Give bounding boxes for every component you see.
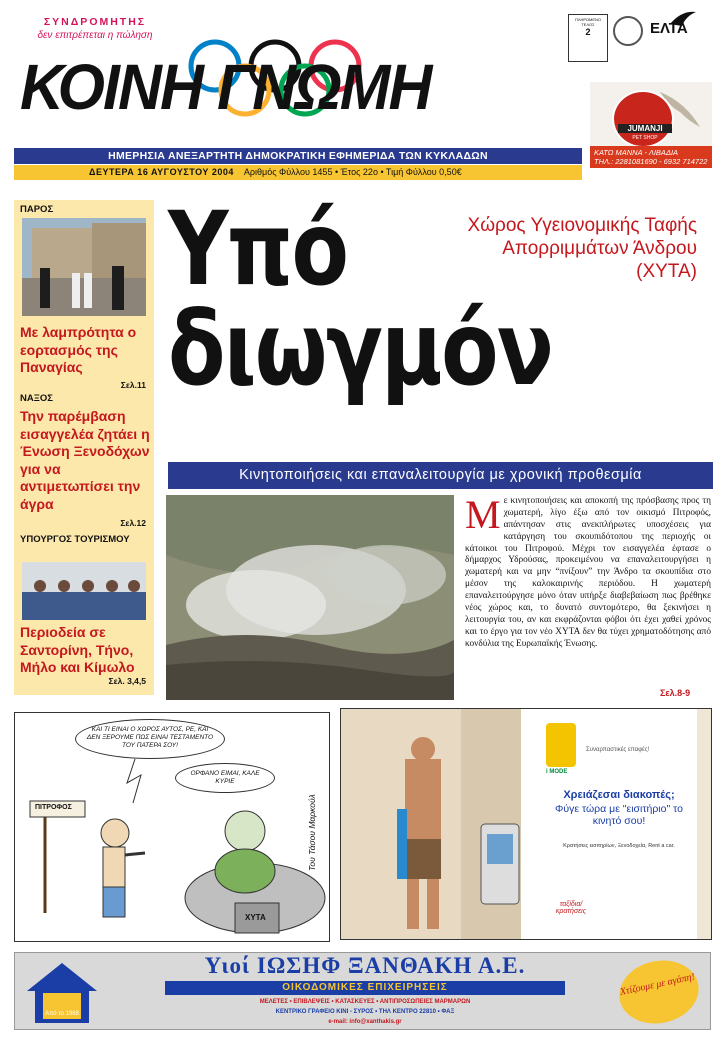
tourism-label: ΥΠΟΥΡΓΟΣ ΤΟΥΡΙΣΜΟΥ	[20, 534, 130, 545]
main-article-body	[465, 492, 711, 651]
newspaper-title: ΚΟΙΝΗ ΓΝΩΜΗ	[20, 51, 431, 123]
jumanji-contact	[590, 146, 712, 168]
ad-stamp: ταξίδια/ κρατήσεις	[555, 901, 587, 915]
tourism-headline[interactable]: Περιοδεία σε Σαντορίνη, Τήνο, Μήλο και Κίμωλο	[20, 624, 135, 675]
naxos-page-ref[interactable]: Σελ.12	[120, 518, 146, 528]
cartoon-bin-label: ΧΥΤΑ	[245, 913, 266, 922]
paros-page-ref[interactable]: Σελ.11	[120, 380, 146, 390]
article-text: ε κινητοποιήσεις και αποκοπή της πρόσβασης προς τη χωματερή, λίγο έξω από τον οικισμό Πιτροφός, απάντησαν στις ανεκπλήρωτες υποσχέσεις για κατάργηση του σκουπιδότοπου της περιοχής οι κάτοικοι του Πιτροφού. Μέχρι τον εισαγγελέα έφτασε ο δήμαρχος Υδρούσας, προκειμένου να επαναλειτουργήσει η χωματερή και να μην “πνίξουν” την Άνδρο τα σκουπίδια στο μέσον της καλοκαιρινής περιόδου. Η χωματερή επαναλειτούργησε μόνο όταν υπήρξε διαβεβαίωση πως βρέθηκε νέος χώρος και, το δυνατό συντομότερο, θα ξεκινήσει η λειτουργία του, αν και εκφράζονται φόβοι ότι έχει χαθεί χρόνος και το έργο για τον νέο ΧΥΤΑ δεν θα τύχει χρηματοδότησης από κονδύλια της Ευρωπαϊκής Ένωσης.	[465, 496, 711, 649]
paros-headline[interactable]: Με λαμπρότητα ο εορτασμός της Παναγίας	[20, 324, 137, 375]
xanthakis-construction-ad[interactable]	[14, 952, 711, 1030]
jumanji-sub: PET SHOP	[632, 135, 658, 141]
postage-label: ΠΛΗΡΩΜΕΝΟ ΤΕΛΟΣ	[574, 17, 602, 27]
tagline-bar: ΗΜΕΡΗΣΙΑ ΑΝΕΞΑΡΤΗΤΗ ΔΗΜΟΚΡΑΤΙΚΗ ΕΦΗΜΕΡΙΔΑ ΤΩΝ ΚΥΚΛΑΔΩΝ	[14, 148, 582, 164]
jumanji-name: JUMANJI	[618, 124, 672, 133]
company-services: ΜΕΛΕΤΕΣ • ΕΠΙΒΛΕΨΕΙΣ • ΚΑΤΑΣΚΕΥΕΣ • ΑΝΤΙΠΡΟΣΩΠΕΙΕΣ ΜΑΡΜΑΡΩΝ	[259, 999, 471, 1005]
company-address: ΚΕΝΤΡΙΚΟ ΓΡΑΦΕΙΟ ΚΙΝΙ - ΣΥΡΟΣ • ΤΗΛ ΚΕΝΤΡΟ 22810 • ΦΑΞ	[275, 1009, 455, 1015]
tourism-page-ref[interactable]: Σελ. 3,4,5	[108, 676, 146, 686]
subscriber-notice	[20, 16, 170, 41]
cartoon-credit: Του Τάσου Μαρκούλ	[307, 794, 317, 872]
main-subheadline: Χώρος Υγειονομικής Ταφής Απορριμμάτων Άνδρου (ΧΥΤΑ)	[467, 215, 697, 283]
company-slogan-stamp: Χτίζουμε με αγάπη!	[613, 953, 704, 1030]
cartoon-bubble-2: ΟΡΦΑΝΟ ΕΙΜΑΙ, ΚΑΛΕ ΚΥΡΙΕ	[175, 763, 275, 793]
cartoon-sign: ΠΙΤΡΟΦΟΣ	[35, 804, 72, 811]
landfill-smoke-photo	[166, 495, 454, 700]
company-email: e-mail: info@xanthakis.gr	[328, 1019, 402, 1025]
paros-church-photo	[22, 218, 146, 316]
ad-main-text: Φύγε τώρα με "εισιτήριο" το κινητό σου!	[555, 803, 683, 828]
no-sale-note: δεν επιτρέπεται η πώληση	[37, 30, 153, 41]
jumanji-badge	[612, 90, 674, 148]
article-dropcap: Μ	[465, 492, 501, 537]
imode-brand: i MODE	[546, 769, 568, 775]
press-conference-photo	[22, 562, 146, 620]
paros-label: ΠΑΡΟΣ	[20, 204, 54, 215]
imode-logo-icon	[546, 723, 576, 767]
article-page-ref[interactable]: Σελ.8-9	[660, 688, 691, 698]
issue-info: Αριθμός Φύλλου 1455 • Έτος 22ο • Τιμή Φύλλου 0,50€	[243, 167, 462, 177]
company-strip: ΟΙΚΟΔΟΜΙΚΕΣ ΕΠΙΧΕΙΡΗΣΕΙΣ	[165, 981, 565, 995]
main-kicker-bar: Κινητοποιήσεις και επαναλειτουργία με χρονική προθεσμία	[168, 462, 713, 489]
cartoon-drawing	[15, 713, 330, 942]
ad-heading: Χρειάζεσαι διακοπές;	[563, 789, 675, 801]
jumanji-phone: ΤΗΛ.: 2281081690 - 6932 714722	[594, 157, 708, 166]
postal-seal-icon	[613, 16, 643, 46]
issue-date: ΔΕΥΤΕΡΑ 16 ΑΥΓΟΥΣΤΟΥ 2004	[89, 167, 234, 177]
date-bar	[14, 165, 582, 180]
subscriber-label: ΣΥΝΔΡΟΜΗΤΗΣ	[43, 16, 147, 28]
headline-line-1: Υπό	[168, 190, 348, 309]
postage-paid-box	[568, 14, 608, 62]
ad-bathroom-photo	[341, 709, 521, 940]
elta-logo: ΕΛΤΑ	[650, 20, 688, 37]
jumanji-address: ΚΑΤΩ ΜΑΝΝΑ - ΛΙΒΑΔΙΑ	[594, 148, 679, 157]
house-logo-text: Από το 1968	[45, 1011, 79, 1017]
cartoon-bubble-1: ΚΑΙ ΤΙ ΕΙΝΑΙ Ο ΧΩΡΟΣ ΑΥΤΟΣ, ΡΕ, ΚΑΙ ΔΕΝ ΞΕΡΟΥΜΕ ΠΩΣ ΕΙΝΑΙ ΤΕΣΤΑΜΕΝΤΟ ΤΟΥ ΠΑΤΕΡΑ ΣΟΥ!	[75, 719, 225, 759]
imode-slogan: Συναρπαστικές επαφές!	[586, 747, 650, 753]
jumanji-pet-shop-ad[interactable]	[590, 82, 712, 168]
ad-small-text: Κρατήσεις εισιτηρίων, Ξενοδοχεία, Rent a car.	[563, 843, 675, 849]
postage-number: 2	[585, 27, 591, 37]
imode-mobile-ad[interactable]	[340, 708, 712, 940]
headline-line-2: διωγμόν	[168, 289, 553, 409]
naxos-headline[interactable]: Την παρέμβαση εισαγγελέα ζητάει η Ένωση Ξενοδόχων για να αντιμετωπίσει την άγρα	[20, 408, 150, 512]
naxos-label: ΝΑΞΟΣ	[20, 393, 53, 404]
company-name: Υιοί ΙΩΣΗΦ ΞΑΝΘΑΚΗ Α.Ε.	[204, 953, 526, 978]
main-headline[interactable]	[168, 190, 553, 409]
editorial-cartoon	[14, 712, 330, 942]
left-news-column	[14, 200, 154, 695]
